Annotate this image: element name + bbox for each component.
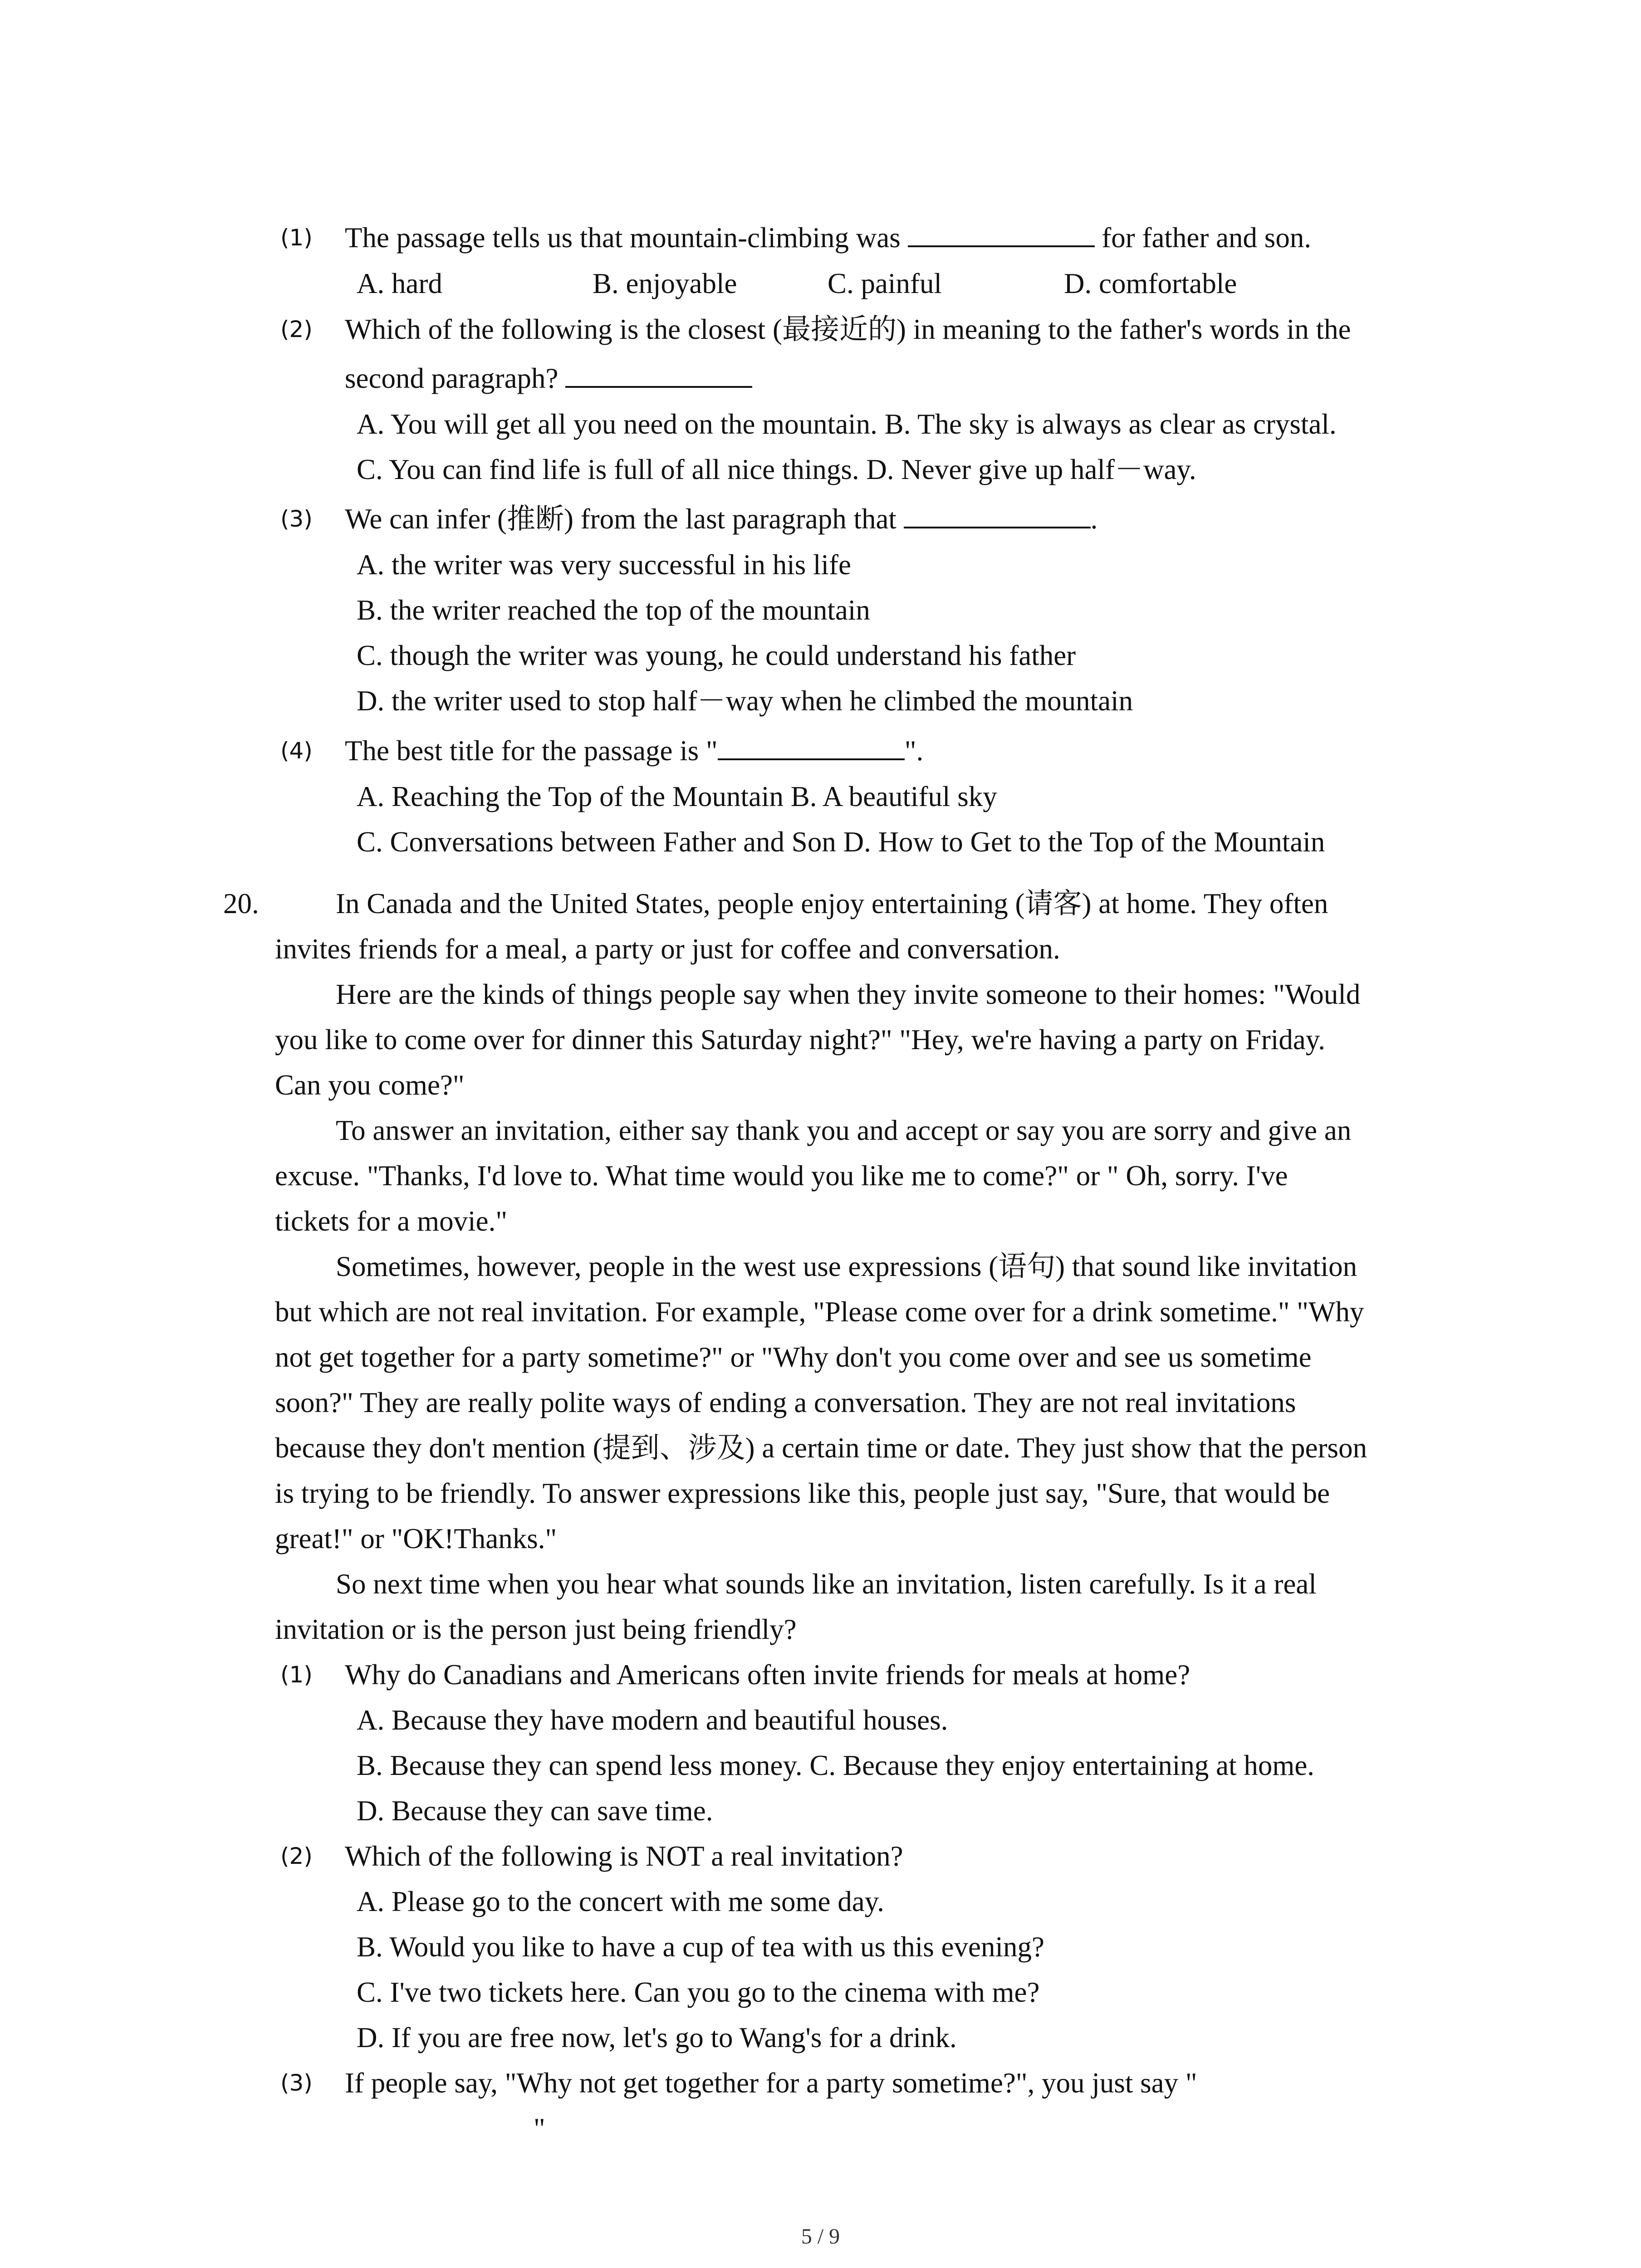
- q19-2-stem-line1: Which of the following is the closest (最接近的) in meaning to the father's words in the: [345, 313, 1351, 345]
- q19-4-options-cd: C. Conversations between Father and Son D. How to Get to the Top of the Mountain: [357, 826, 1325, 858]
- passage-line: you like to come over for dinner this Saturday night?" "Hey, we're having a party on Friday.: [275, 1024, 1326, 1056]
- passage-line: excuse. "Thanks, I'd love to. What time would you like me to come?" or " Oh, sorry. I've: [275, 1160, 1288, 1192]
- passage-line: but which are not real invitation. For example, "Please come over for a drink sometime." "Why: [275, 1296, 1364, 1328]
- passage-line: So next time when you hear what sounds like an invitation, listen carefully. Is it a real: [336, 1568, 1317, 1600]
- q19-4-stem-b: ".: [904, 735, 924, 767]
- q19-1-stem-b: for father and son.: [1102, 222, 1312, 254]
- q20-3-stem: If people say, "Why not get together for a party sometime?", you just say ": [345, 2067, 1197, 2099]
- passage-line: great!" or "OK!Thanks.": [275, 1523, 557, 1554]
- q19-2-stem-text: second paragraph?: [345, 362, 558, 394]
- passage-line: because they don't mention (提到、涉及) a certain time or date. They just show that the person: [275, 1432, 1367, 1464]
- q19-1-stem-a: The passage tells us that mountain-climbing was: [345, 222, 901, 254]
- answer-blank[interactable]: [908, 218, 1095, 247]
- q19-3-stem-b: .: [1090, 503, 1098, 535]
- q19-3-number: (3): [280, 506, 313, 532]
- q19-4-options-ab: A. Reaching the Top of the Mountain B. A beautiful sky: [357, 781, 997, 812]
- q19-3-option-a: A. the writer was very successful in his life: [357, 549, 851, 581]
- page-number: 5 / 9: [801, 2224, 840, 2248]
- q20-2-option-a: A. Please go to the concert with me some day.: [357, 1886, 884, 1917]
- q19-2-options-cd: C. You can find life is full of all nice things. D. Never give up half－way.: [357, 454, 1196, 485]
- passage-line: invites friends for a meal, a party or just for coffee and conversation.: [275, 933, 1060, 965]
- passage-line: Can you come?": [275, 1069, 465, 1101]
- q19-3-option-b: B. the writer reached the top of the mountain: [357, 594, 870, 626]
- q20-2-option-b: B. Would you like to have a cup of tea with us this evening?: [357, 1931, 1044, 1963]
- q19-2-number: (2): [280, 316, 313, 342]
- q20-1-option-a: A. Because they have modern and beautiful houses.: [357, 1704, 948, 1736]
- q19-3-stem: [345, 496, 1097, 542]
- passage-line: is trying to be friendly. To answer expressions like this, people just say, "Sure, that would be: [275, 1477, 1330, 1509]
- answer-blank[interactable]: [718, 731, 905, 760]
- q19-1-option-a: A. hard: [357, 268, 442, 299]
- q20-1-option-d: D. Because they can save time.: [357, 1795, 713, 1827]
- passage-line: soon?" They are really polite ways of ending a conversation. They are not real invitations: [275, 1387, 1296, 1418]
- q20-number: 20.: [223, 888, 259, 919]
- q19-1-number: (1): [280, 225, 313, 251]
- q20-1-number: (1): [280, 1662, 313, 1688]
- q19-1-option-b: B. enjoyable: [593, 268, 737, 299]
- passage-line: invitation or is the person just being friendly?: [275, 1613, 797, 1645]
- passage-line: In Canada and the United States, people enjoy entertaining (请客) at home. They often: [336, 888, 1328, 919]
- q19-3-option-d: D. the writer used to stop half－way when he climbed the mountain: [357, 685, 1133, 717]
- q20-1-stem: Why do Canadians and Americans often invite friends for meals at home?: [345, 1659, 1190, 1691]
- q19-4-stem: [345, 728, 923, 774]
- q19-4-stem-a: The best title for the passage is ": [345, 735, 718, 767]
- passage-line: tickets for a movie.": [275, 1205, 508, 1237]
- q19-1-option-c: C. painful: [828, 268, 942, 299]
- q19-1-option-d: D. comfortable: [1064, 268, 1237, 299]
- passage-line: Sometimes, however, people in the west use expressions (语句) that sound like invitation: [336, 1251, 1357, 1282]
- q20-3-number: (3): [280, 2070, 313, 2096]
- q19-2-stem-line2: [345, 356, 752, 401]
- q19-3-stem-a: We can infer (推断) from the last paragraph that: [345, 503, 896, 535]
- q19-1-stem: [345, 215, 1311, 261]
- q19-2-options-ab: A. You will get all you need on the mountain. B. The sky is always as clear as crystal.: [357, 408, 1337, 440]
- q20-2-number: (2): [280, 1843, 313, 1869]
- q20-2-stem: Which of the following is NOT a real invitation?: [345, 1840, 903, 1872]
- passage-line: Here are the kinds of things people say when they invite someone to their homes: "Would: [336, 978, 1361, 1010]
- passage-line: not get together for a party sometime?" or "Why don't you come over and see us sometime: [275, 1341, 1312, 1373]
- q19-3-option-c: C. though the writer was young, he could understand his father: [357, 640, 1076, 671]
- q20-2-option-c: C. I've two tickets here. Can you go to the cinema with me?: [357, 1976, 1040, 2008]
- q20-1-options-bc: B. Because they can spend less money. C. Because they enjoy entertaining at home.: [357, 1750, 1315, 1781]
- q20-3-closing-quote: ": [534, 2112, 545, 2144]
- q20-2-option-d: D. If you are free now, let's go to Wang's for a drink.: [357, 2022, 957, 2053]
- answer-blank[interactable]: [565, 359, 752, 388]
- passage-line: To answer an invitation, either say thank you and accept or say you are sorry and give an: [336, 1114, 1352, 1146]
- q19-4-number: (4): [280, 738, 313, 764]
- answer-blank[interactable]: [904, 499, 1091, 528]
